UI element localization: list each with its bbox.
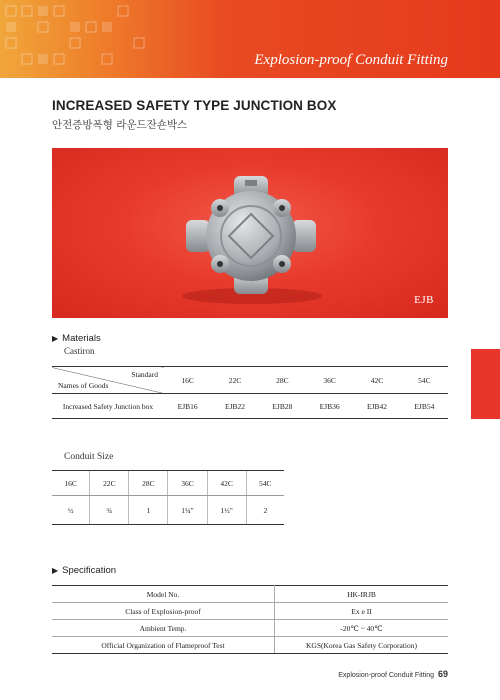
spec-key: Class of Explosion-proof [52,603,275,620]
triangle-bullet-icon: ▶ [52,334,59,343]
model-cell: EJB54 [401,394,448,419]
standard-cell: 42C [353,367,400,394]
standard-cell: 54C [401,367,448,394]
size-cell: 16C [52,471,90,496]
triangle-bullet-icon: ▶ [52,566,59,575]
specification-table [52,585,448,654]
standard-cell: 22C [211,367,258,394]
table-row [52,637,448,654]
product-title: INCREASED SAFETY TYPE JUNCTION BOX [52,98,337,113]
standard-cell: 16C [164,367,211,394]
conduit-size-table [52,470,284,525]
standard-cell: 28C [259,367,306,394]
table-header-row [52,471,284,496]
model-cell: EJB22 [211,394,258,419]
size-cell: 22C [90,471,129,496]
model-cell: EJB16 [164,394,211,419]
banner-title: Explosion-proof Conduit Fitting [254,52,448,68]
row-label: Increased Safety Junction box [52,394,164,419]
product-photo [52,148,448,318]
spec-key: Official Organization of Flameproof Test [52,637,275,654]
table-row [52,603,448,620]
spec-value: HK-IRJB [275,586,449,603]
table-row [52,394,448,419]
size-cell: 42C [207,471,246,496]
spec-value: Ex e II [275,603,449,620]
value-cell: 1½" [207,496,246,525]
materials-heading: ▶ Materials [52,333,101,344]
page-footer [338,669,448,679]
spec-key: Ambient Temp. [52,620,275,637]
specification-heading: ▶ Specification [52,565,117,576]
value-cell: ¾ [90,496,129,525]
material-name: Castiron [64,346,95,356]
size-cell: 54C [246,471,284,496]
size-cell: 28C [129,471,168,496]
diagonal-header-cell: Standard Names of Goods [52,367,164,394]
header-banner [0,0,500,78]
value-cell: ½ [52,496,90,525]
spec-key: Model No. [52,586,275,603]
page-number: 69 [437,669,448,679]
side-tab-marker [471,349,500,419]
banner-pattern [0,0,200,78]
value-cell: 1¼" [168,496,207,525]
table-row [52,496,284,525]
table-header-row [52,367,448,394]
model-cell: EJB28 [259,394,306,419]
value-cell: 2 [246,496,284,525]
materials-table [52,366,448,419]
model-cell: EJB36 [306,394,353,419]
model-cell: EJB42 [353,394,400,419]
standard-cell: 36C [306,367,353,394]
spec-value: -20℃ ~ 40℃ [275,620,449,637]
table-row [52,586,448,603]
spec-value: KGS(Korea Gas Safety Corporation) [275,637,449,654]
table-row [52,620,448,637]
conduit-size-heading: Conduit Size [64,452,114,462]
value-cell: 1 [129,496,168,525]
junction-box-illustration [52,148,448,318]
product-title-korean: 안전증방폭형 라운드잔숀박스 [52,119,188,131]
size-cell: 36C [168,471,207,496]
footer-title: Explosion-proof Conduit Fitting [338,672,434,679]
photo-label: EJB [414,294,434,306]
